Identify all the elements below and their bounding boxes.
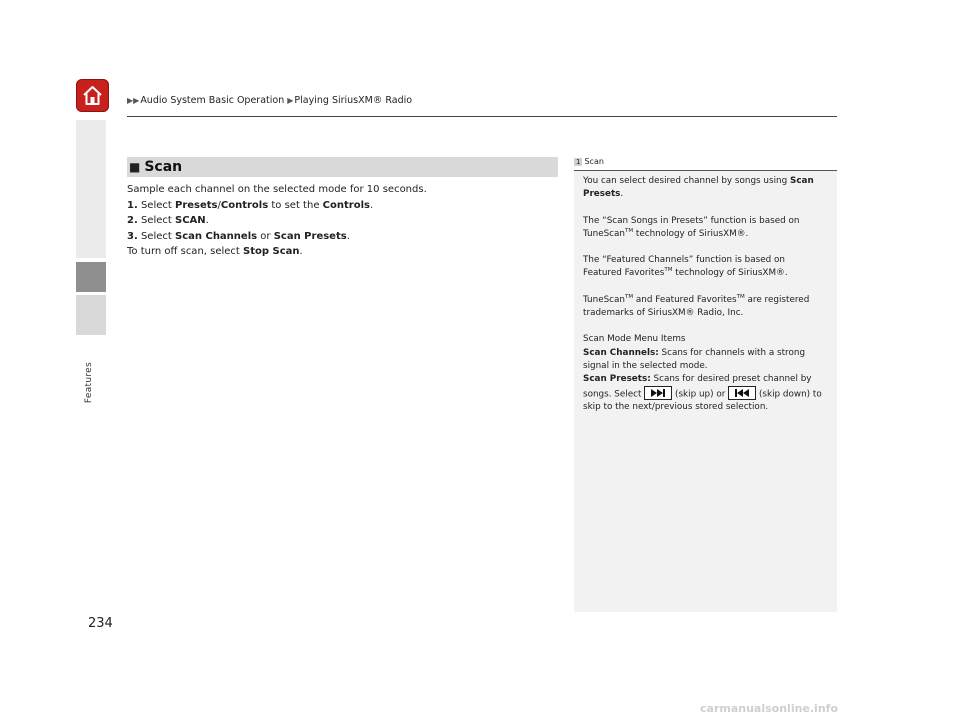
side-tab-label: Features	[84, 362, 94, 404]
sidebar-para-2: The “Scan Songs in Presets” function is based on TuneScan™ technology of SiriusXM®.	[583, 215, 800, 239]
breadcrumb-link-audio[interactable]: Audio System Basic Operation	[140, 95, 285, 106]
watermark: carmanualsonline.info	[700, 702, 838, 715]
section-title: Scan	[144, 159, 183, 175]
main-instructions	[127, 182, 427, 260]
header-divider	[127, 116, 837, 117]
section-square-icon: ■	[129, 160, 141, 174]
notes-sidebar	[574, 157, 837, 612]
step-2: 2. Select SCAN.	[127, 215, 209, 226]
section-header	[127, 157, 558, 177]
sidebar-para-3: The “Featured Channels” function is based on Featured Favorites™ technology of SiriusXM®.	[583, 255, 788, 279]
sidebar-body	[583, 175, 831, 415]
sidebar-para-1: You can select desired channel by songs using Scan Presets.	[583, 176, 814, 200]
sidebar-para-4: TuneScan™ and Featured Favorites™ are registered trademarks of SiriusXM® Radio, Inc.	[583, 293, 810, 319]
home-icon	[81, 84, 104, 107]
chapter-tab-active[interactable]	[76, 262, 106, 292]
chapter-tab[interactable]	[76, 120, 106, 258]
step-1: 1. Select Presets/Controls to set the Controls.	[127, 199, 374, 211]
sidebar-menu-title: Scan Mode Menu Items	[583, 334, 686, 345]
sidebar-heading: 1 Scan	[574, 157, 837, 171]
home-button[interactable]	[76, 79, 109, 112]
page-number: 234	[88, 616, 113, 631]
breadcrumb-arrow-icon: ▶	[287, 96, 294, 105]
reference-marker: 1	[576, 158, 581, 166]
breadcrumb	[127, 95, 412, 106]
skip-down-icon	[728, 386, 756, 400]
chapter-tab[interactable]	[76, 295, 106, 335]
intro-text: Sample each channel on the selected mode for 10 seconds.	[127, 184, 427, 195]
breadcrumb-arrow-icon: ▶▶	[127, 96, 140, 105]
sidebar-scan-presets: Scan Presets: Scans for desired preset channel by songs. Select (skip up) or (skip down) to skip to the next/previous stored selection.	[583, 374, 822, 413]
sidebar-scan-channels: Scan Channels: Scans for channels with a strong signal in the selected mode.	[583, 347, 806, 371]
breadcrumb-link-siriusxm[interactable]: Playing SiriusXM® Radio	[294, 95, 413, 106]
turn-off-text: To turn off scan, select Stop Scan.	[127, 246, 303, 257]
skip-up-icon	[644, 386, 672, 400]
step-3: 3. Select Scan Channels or Scan Presets.	[127, 230, 350, 242]
